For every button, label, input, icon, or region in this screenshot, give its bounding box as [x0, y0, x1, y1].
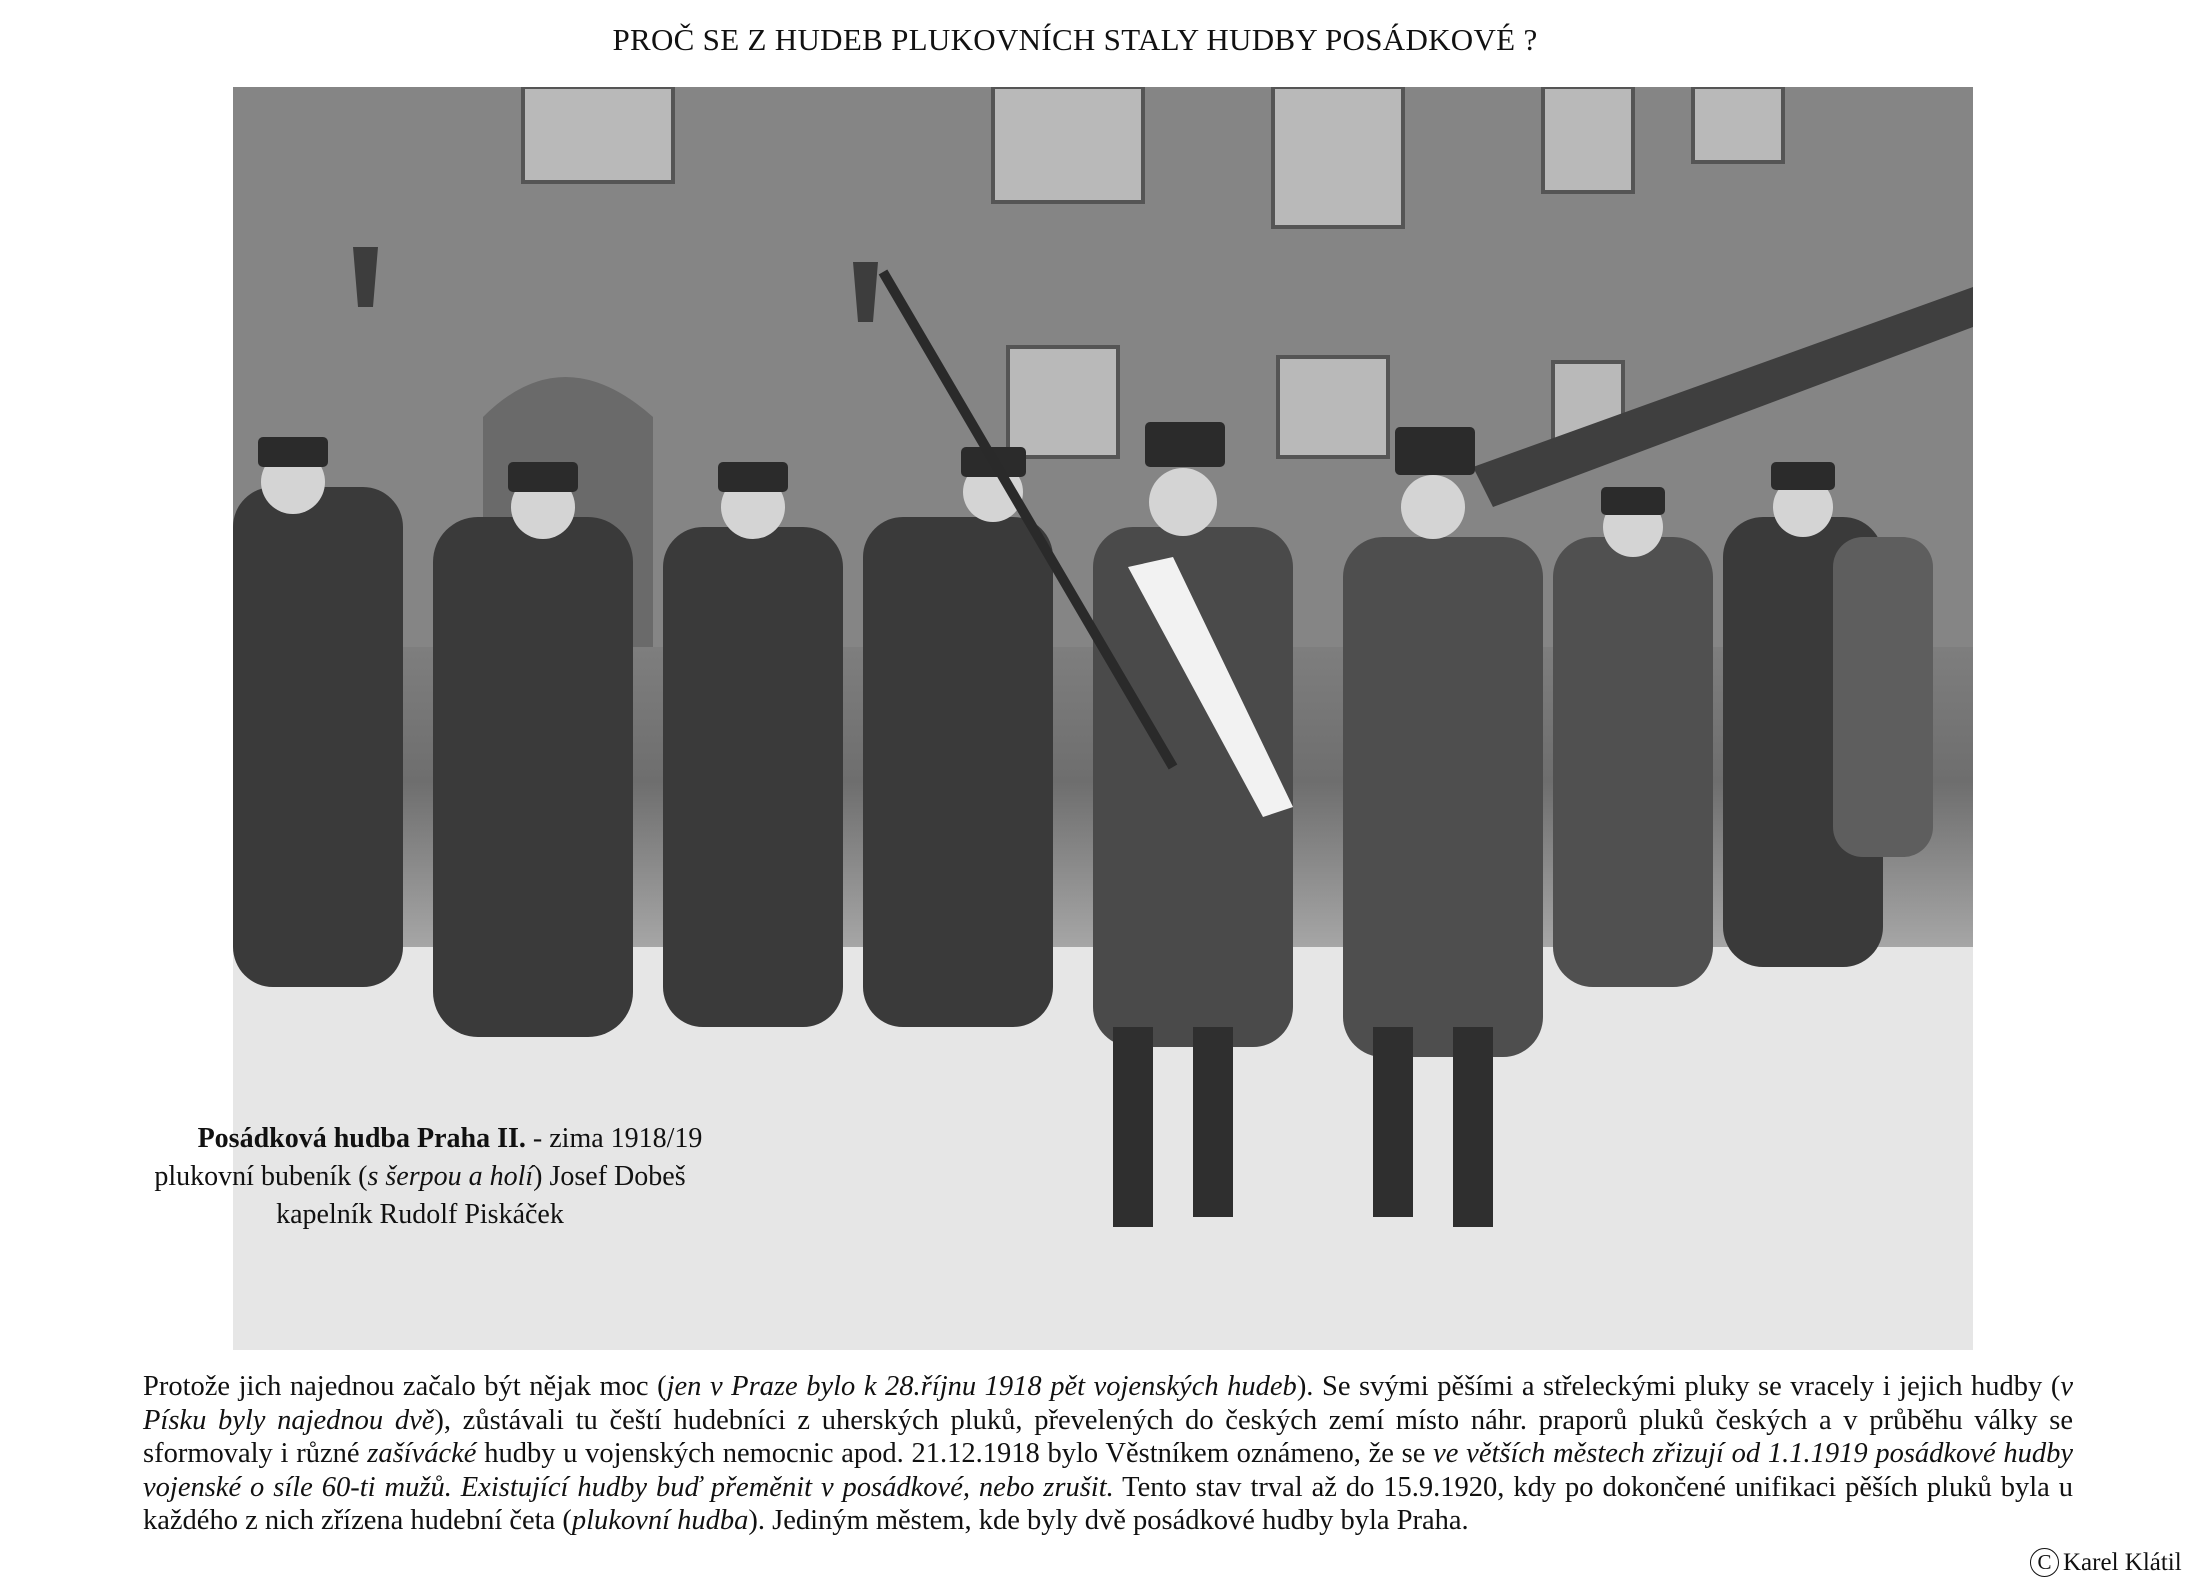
body-text: ). Se svými pěšími a střeleckými pluky se vracely i jejich hudby (: [1296, 1371, 2061, 1402]
caption-text: plukovní bubeník (: [154, 1161, 368, 1192]
body-text: Tento stav trval až do 15.9.1920, kdy po dokončené unifikaci pěších pluků byla u každého z nich zřízena hudební četa (: [143, 1471, 2073, 1536]
caption-line-2: [120, 1158, 720, 1196]
body-text: Protože jich najednou začalo být nějak moc (: [143, 1371, 667, 1402]
body-text: ). Jediným městem, kde byly dvě posádkové hudby byla Praha.: [748, 1505, 1469, 1536]
copyright-icon: C: [2030, 1548, 2059, 1577]
body-text: hudby u vojenských nemocnic apod. 21.12.1918 bylo Věstníkem oznámeno, že se: [476, 1438, 1434, 1469]
body-italic: v Písku byly najednou dvě: [143, 1371, 2073, 1436]
caption-italic: s šerpou a holí: [367, 1161, 534, 1192]
copyright-notice: [2030, 1548, 2182, 1577]
caption-line-3: kapelník Rudolf Piskáček: [276, 1199, 564, 1230]
body-italic: jen v Praze bylo k 28.říjnu 1918 pět vojenských hudeb: [666, 1371, 1297, 1402]
body-paragraph: [143, 1370, 2073, 1538]
caption-date: - zima 1918/19: [525, 1123, 703, 1154]
page-title: PROČ SE Z HUDEB PLUKOVNÍCH STALY HUDBY POSÁDKOVÉ ?: [612, 22, 1538, 57]
body-italic: zašívácké: [367, 1438, 477, 1469]
photo-caption: [120, 1120, 720, 1234]
body-italic: plukovní hudba: [571, 1505, 749, 1536]
copyright-author: Karel Klátil: [2063, 1548, 2182, 1576]
body-text: ), zůstávali tu čeští hudebníci z uherských pluků, převelených do českých zemí místo náhr. praporů pluků českých a v průběhu války se sformovaly i různé: [143, 1404, 2073, 1469]
caption-title: Posádková hudba Praha II.: [197, 1123, 526, 1154]
body-italic: ve větších městech zřizují od 1.1.1919 posádkové hudby vojenské o síle 60-ti mužů. Existující hudby buď přeměnit v posádkové, nebo zrušit.: [143, 1438, 2073, 1503]
caption-line-1: [120, 1120, 720, 1158]
caption-text: ) Josef Dobeš: [533, 1161, 686, 1192]
